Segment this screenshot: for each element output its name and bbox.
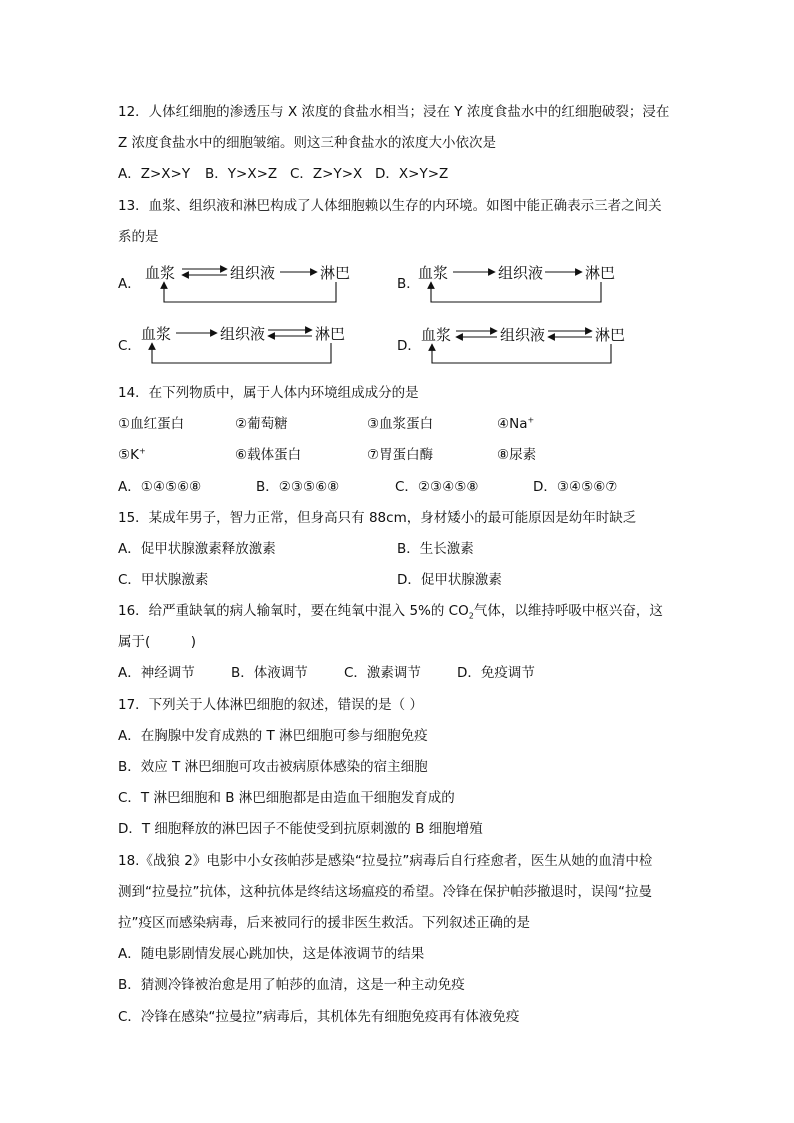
q14-option-a: A．①④⑤⑥⑧ (118, 479, 202, 495)
q17-option-c: C．T 淋巴细胞和 B 淋巴细胞都是由造血干细胞发育成的 (118, 790, 455, 806)
q13-stem-line2: 系的是 (118, 229, 159, 245)
diagram-b-arrow-lymph-to-plasma (431, 282, 601, 302)
q15-option-c: C．甲状腺激素 (118, 572, 209, 588)
diagram-b-lymph: 淋巴 (585, 264, 616, 282)
q14-item-3: ③血浆蛋白 (367, 416, 434, 432)
q12-option-a: A．Z>X>Y (118, 166, 191, 182)
q13-option-a-label: A． (118, 276, 141, 292)
q13-diagram-a (140, 258, 365, 310)
q12-option-b: B．Y>X>Z (205, 166, 278, 182)
diagram-c-arrow-lymph-to-plasma (152, 343, 331, 363)
q18-option-b: B．猜测冷锋被治愈是用了帕莎的血清，这是一种主动免疫 (118, 977, 465, 993)
q14-item-4: ④Na+ (497, 415, 535, 432)
q15-option-b: B．生长激素 (397, 541, 474, 557)
diagram-a-arrow-lymph-to-plasma (164, 282, 336, 302)
q14-item-8: ⑧尿素 (497, 447, 537, 463)
q14-option-c: C．②③④⑤⑧ (395, 479, 479, 495)
q14-option-b: B．②③⑤⑥⑧ (256, 479, 340, 495)
q12-option-d: D．X>Y>Z (375, 166, 449, 182)
q16-option-d: D．免疫调节 (457, 665, 535, 681)
q13-option-c-label: C． (118, 338, 141, 354)
diagram-b-tissue: 组织液 (498, 264, 544, 282)
q13-option-d-label: D． (397, 338, 421, 354)
q18-stem-line2: 测到“拉曼拉”抗体，这种抗体是终结这场瘟疫的希望。冷锋在保护帕莎撤退时，误闯“拉曼 (118, 884, 652, 900)
q14-item-7: ⑦胃蛋白酶 (367, 447, 434, 463)
q18-option-a: A．随电影剧情发展心跳加快，这是体液调节的结果 (118, 946, 425, 962)
q16-option-c: C．激素调节 (344, 665, 421, 681)
q12-stem-line1: 12．人体红细胞的渗透压与 X 浓度的食盐水相当；浸在 Y 浓度食盐水中的红细胞破裂；浸在 (118, 104, 670, 120)
q15-stem: 15．某成年男子，智力正常，但身高只有 88cm，身材矮小的最可能原因是幼年时缺乏 (118, 510, 637, 526)
diagram-d-plasma: 血浆 (421, 326, 452, 344)
q14-item-6: ⑥载体蛋白 (235, 447, 302, 463)
q18-stem-line1: 18.《战狼 2》电影中小女孩帕莎是感染“拉曼拉”病毒后自行痊愈者，医生从她的血清中检 (118, 853, 653, 869)
diagram-c-lymph: 淋巴 (315, 325, 346, 343)
q14-item-2: ②葡萄糖 (235, 416, 288, 432)
q14-option-d: D．③④⑤⑥⑦ (533, 479, 618, 495)
q13-diagram-d (418, 320, 643, 372)
q17-option-a: A．在胸腺中发育成熟的 T 淋巴细胞可参与细胞免疫 (118, 728, 428, 744)
q13-stem-line1: 13．血浆、组织液和淋巴构成了人体细胞赖以生存的内环境。如图中能正确表示三者之间关 (118, 198, 662, 214)
q18-option-c: C．冷锋在感染“拉曼拉”病毒后，其机体先有细胞免疫再有体液免疫 (118, 1009, 520, 1025)
q12-stem-line2: Z 浓度食盐水中的细胞皱缩。则这三种食盐水的浓度大小依次是 (118, 135, 497, 151)
q17-option-b: B．效应 T 淋巴细胞可攻击被病原体感染的宿主细胞 (118, 759, 428, 775)
diagram-d-arrow-lymph-to-plasma (432, 344, 611, 363)
q16-option-a: A．神经调节 (118, 665, 195, 681)
q14-item-1: ①血红蛋白 (118, 416, 185, 432)
diagram-a-lymph: 淋巴 (320, 264, 351, 282)
q15-option-a: A．促甲状腺激素释放激素 (118, 541, 276, 557)
q16-stem-line2: 属于( ) (118, 634, 197, 650)
q14-item-5: ⑤K+ (118, 446, 146, 463)
q16-option-b: B．体液调节 (231, 665, 308, 681)
q14-stem: 14．在下列物质中，属于人体内环境组成成分的是 (118, 385, 419, 401)
q12-option-c: C．Z>Y>X (290, 166, 363, 182)
diagram-d-lymph: 淋巴 (595, 326, 626, 344)
q13-diagram-c (138, 320, 363, 372)
q16-stem-line1: 16．给严重缺氧的病人输氧时，要在纯氧中混入 5%的 $CO_2$气体，以维持呼吸中枢兴奋，这 (118, 603, 663, 621)
diagram-c-plasma: 血浆 (141, 325, 172, 343)
diagram-a-tissue: 组织液 (230, 264, 276, 282)
q15-option-d: D．促甲状腺激素 (397, 572, 502, 588)
diagram-d-tissue: 组织液 (500, 326, 546, 344)
q17-option-d: D．T 细胞释放的淋巴因子不能使受到抗原刺激的 B 细胞增殖 (118, 821, 483, 837)
q18-stem-line3: 拉”疫区而感染病毒，后来被同行的援非医生救活。下列叙述正确的是 (118, 915, 530, 931)
q13-option-b-label: B． (397, 276, 420, 292)
diagram-c-tissue: 组织液 (220, 325, 266, 343)
q17-stem: 17．下列关于人体淋巴细胞的叙述，错误的是（ ） (118, 697, 423, 713)
q13-diagram-b (415, 258, 640, 310)
diagram-a-plasma: 血浆 (145, 264, 176, 282)
diagram-b-plasma: 血浆 (418, 264, 449, 282)
